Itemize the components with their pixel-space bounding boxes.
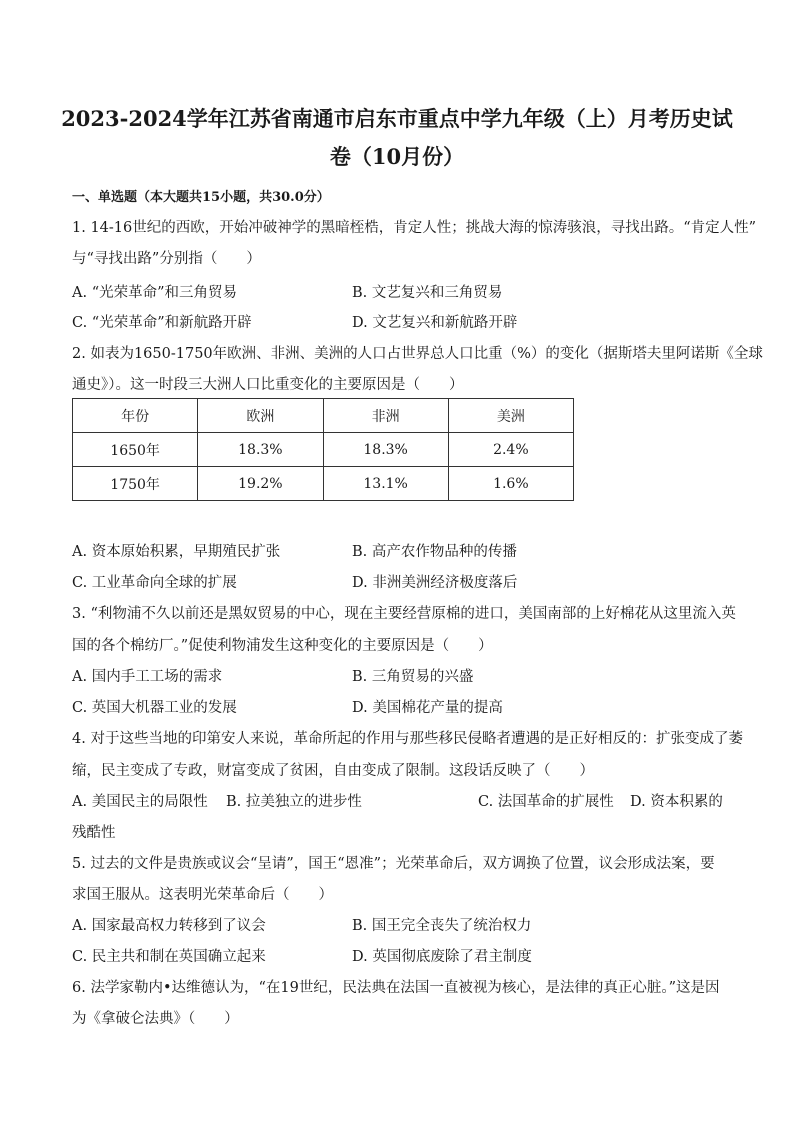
table-cell: 1750年 (73, 467, 198, 501)
q5-option-b[interactable]: B. 国王完全丧失了统治权力 (352, 918, 532, 934)
q3-option-c[interactable]: C. 英国大机器工业的发展 (72, 700, 237, 716)
q5-option-d[interactable]: D. 英国彻底废除了君主制度 (352, 949, 532, 965)
table-cell: 1.6% (448, 467, 573, 501)
q2-option-d[interactable]: D. 非洲美洲经济极度落后 (352, 575, 518, 591)
table-header-cell: 美洲 (448, 399, 573, 433)
table-cell: 2.4% (448, 433, 573, 467)
q6-stem-line-2: 为《拿破仑法典》（ ） (72, 1011, 239, 1027)
q4-stem-line-2: 缩，民主变成了专政，财富变成了贫困，自由变成了限制。这段话反映了（ ） (72, 763, 594, 779)
q3-stem-line-1: 3. “利物浦不久以前还是黑奴贸易的中心，现在主要经营原棉的进口，美国南部的上好棉花从这里流入英 (72, 606, 736, 622)
table-cell: 13.1% (323, 467, 448, 501)
section-heading: 一、单选题（本大题共15小题，共30.0分） (72, 190, 330, 205)
q6-stem-line-1: 6. 法学家勒内•达维德认为，“在19世纪，民法典在法国一直被视为核心，是法律的真正心脏。”这是因 (72, 980, 720, 996)
q3-option-d[interactable]: D. 美国棉花产量的提高 (352, 700, 503, 716)
table-header-cell: 年份 (73, 399, 198, 433)
q3-option-b[interactable]: B. 三角贸易的兴盛 (352, 669, 474, 685)
q1-option-d[interactable]: D. 文艺复兴和新航路开辟 (352, 315, 518, 331)
q1-option-c[interactable]: C. “光荣革命”和新航路开辟 (72, 315, 252, 331)
q4-option-a[interactable]: A. 美国民主的局限性 (72, 794, 208, 810)
table-row (73, 433, 574, 467)
q2-option-c[interactable]: C. 工业革命向全球的扩展 (72, 575, 237, 591)
q2-option-b[interactable]: B. 高产农作物品种的传播 (352, 544, 517, 560)
table-cell: 18.3% (323, 433, 448, 467)
table-header-row (73, 399, 574, 433)
q4-option-b[interactable]: B. 拉美独立的进步性 (226, 794, 362, 810)
q2-option-a[interactable]: A. 资本原始积累，早期殖民扩张 (72, 544, 281, 560)
q4-stem-line-1: 4. 对于这些当地的印第安人来说，革命所起的作用与那些移民侵略者遭遇的是正好相反的：扩张变成了萎 (72, 731, 743, 747)
q4-option-d[interactable]: D. 资本积累的 (630, 794, 723, 810)
q5-stem-line-1: 5. 过去的文件是贵族或议会“呈请”，国王“恩准”；光荣革命后，双方调换了位置，议会形成法案，要 (72, 856, 715, 872)
q5-option-a[interactable]: A. 国家最高权力转移到了议会 (72, 918, 266, 934)
exam-title (60, 100, 734, 176)
population-table (72, 398, 574, 501)
q1-stem-line-2: 与“寻找出路”分别指（ ） (72, 251, 261, 267)
q2-stem-line-2: 通史》）。这一时段三大洲人口比重变化的主要原因是（ ） (72, 377, 464, 393)
q5-option-c[interactable]: C. 民主共和制在英国确立起来 (72, 949, 266, 965)
table-header-cell: 非洲 (323, 399, 448, 433)
table-cell: 1650年 (73, 433, 198, 467)
q5-stem-line-2: 求国王服从。这表明光荣革命后（ ） (72, 887, 333, 903)
q3-option-a[interactable]: A. 国内手工工场的需求 (72, 669, 223, 685)
table-header-cell: 欧洲 (198, 399, 323, 433)
table-cell: 19.2% (198, 467, 323, 501)
exam-title-line-1: 2023-2024学年江苏省南通市启东市重点中学九年级（上）月考历史试 (61, 106, 733, 131)
q1-stem-line-1: 1. 14-16世纪的西欧，开始冲破神学的黑暗桎梏，肯定人性；挑战大海的惊涛骇浪，寻找出路。“肯定人性” (72, 220, 757, 236)
q2-stem-line-1: 2. 如表为1650-1750年欧洲、非洲、美洲的人口占世界总人口比重（%）的变化（据斯塔夫里阿诺斯《全球 (72, 346, 763, 362)
q1-option-a[interactable]: A. “光荣革命”和三角贸易 (72, 285, 238, 301)
q1-option-b[interactable]: B. 文艺复兴和三角贸易 (352, 285, 503, 301)
table-row (73, 467, 574, 501)
q4-option-d-continued: 残酷性 (72, 825, 116, 841)
q3-stem-line-2: 国的各个棉纺厂。”促使利物浦发生这种变化的主要原因是（ ） (72, 638, 493, 654)
q4-option-c[interactable]: C. 法国革命的扩展性 (478, 794, 614, 810)
exam-title-line-2: 卷（10月份） (329, 144, 465, 169)
table-cell: 18.3% (198, 433, 323, 467)
